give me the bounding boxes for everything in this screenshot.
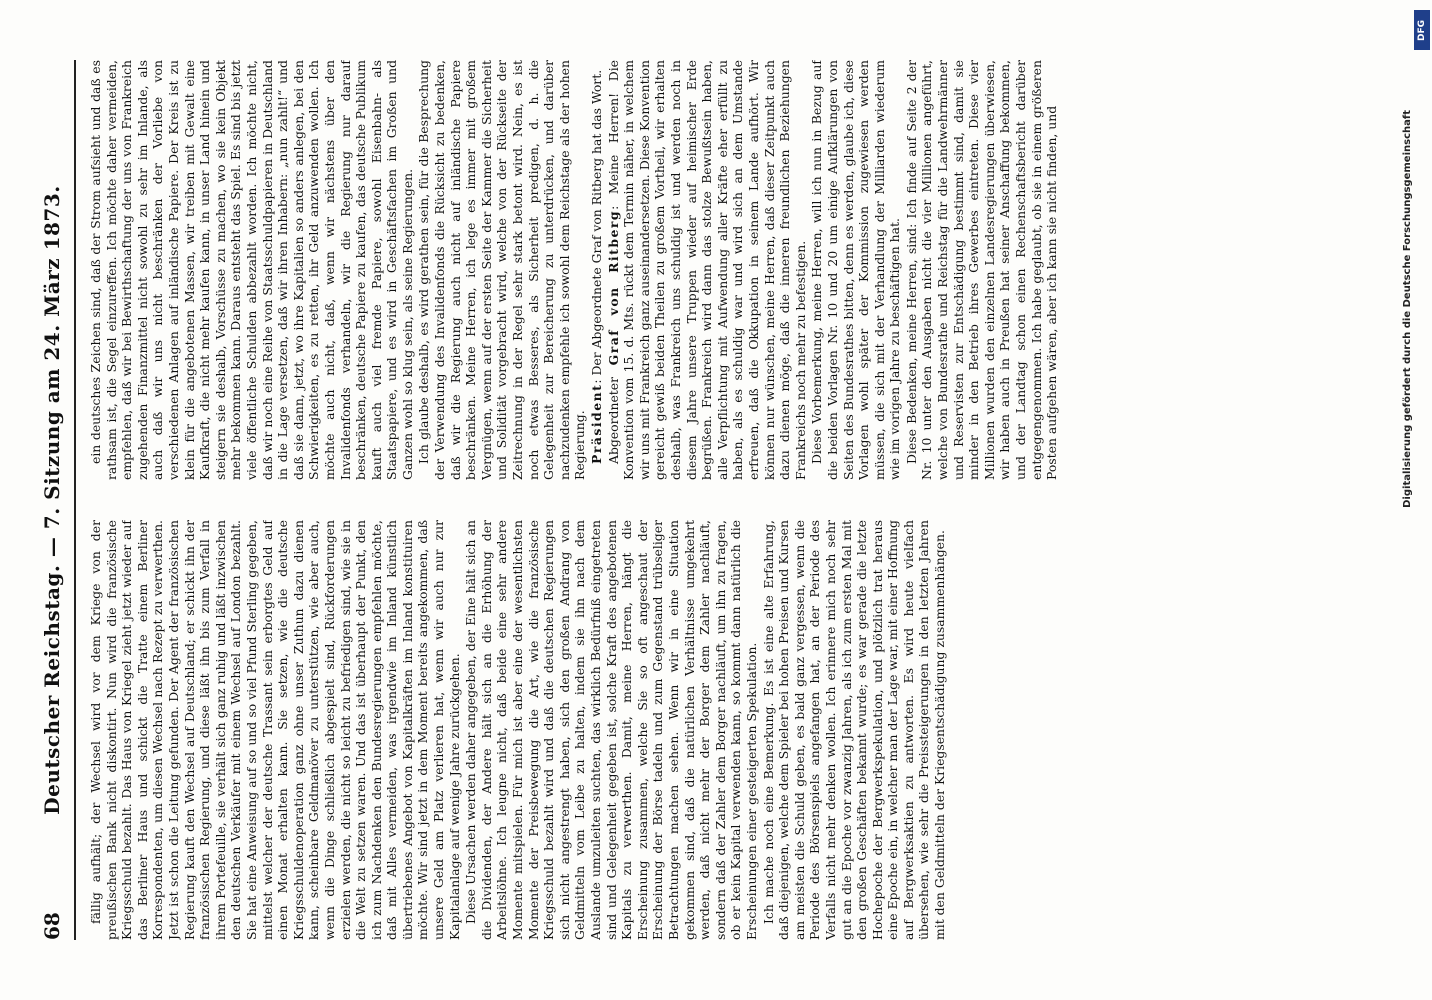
page-number: 68 [40, 912, 64, 940]
paragraph: Diese Bedenken, meine Herren, sind: Ich finde auf Seite 2 der Nr. 10 unter den Ausgaben nicht die vier Millionen angeführt, welche von Bundesrathe und Reichstag für die Landwehrmänner und Reservisten zur Entschädigung bestimmt sind, damit sie minder in den Betrieb ihres Gewerbes eintreten. Diese vier Millionen wurden den einzelnen Landesregierungen überwiesen, wir haben auch in Preußen hat seiner Anschaffung bekommen, und der Landtag schon einen Rechenschaftsbericht darüber entgegengenommen. Ich habe geglaubt, ob sie in einem größeren Posten aufgehen wären, aber ich kann sie nicht finden, und [903, 60, 1060, 480]
paragraph: Ich mache noch eine Bemerkung. Es ist eine alte Erfahrung, daß diejenigen, welche dem Spieler bei hohen Preisen und Kursen am meisten die Schuld geben, es bald ganz vergessen, wenn die Periode des Börsenspiels angefangen hat, an der Periode des Verfalls nicht mehr denken wollen. Ich erinnere mich noch sehr gut an die Epoche vor zwanzig Jahren, als ich zum ersten Mal mit den großen Geschäften bekannt wurde; es war gerade die letzte Hochepoche der Bergwerkspekulation, und plötzlich trat heraus eine Epoche ein, in welcher man der Lage war, mit einer Hoffnung auf Bergwerksaktien zu antworten. Es wird heute vielfach übersehen, wie sehr die Preissteigerungen in den letzten Jahren mit den Geldmitteln der Kriegsentschädigung zusammenhängen. [760, 520, 948, 940]
left-column [88, 520, 1338, 940]
paragraph: Diese Ursachen werden daher angegeben, der Eine hält sich an die Dividenden, der Andere hält sich an die Erhöhung der Arbeitslöhne. Ich leugne nicht, daß beide eine sehr andere Momente mitspielen. Für mich ist aber eine der wesentlichsten Momente der Preisbewegung die Art, wie die französische Kriegsschuld bezahlt wird und daß die deutschen Regierungen sich nicht angestrengt haben, sich den großen Andrang von Geldmitteln vom Leibe zu halten, indem sie ihn nach dem Auslande umzuleiten suchten, das wirklich Bedürfniß eingetreten sind und Gelegenheit gegeben ist, solche Kraft des angebotenen Kapitals zu verwerthen. Damit, meine Herren, hängt die Erscheinung zusammen, welche Sie so oft angeschaut der Erscheinung der Börse tadeln und zum Gegenstand trübseliger Betrachtungen machen sehen. Wenn wir in eine Situation gekommen sind, daß die natürlichen Verhältnisse umgekehrt werden, daß nicht mehr der Borger dem Zahler nachläuft, sondern daß der Zahler dem Borger nachläuft, um ihn zu fragen, ob er kein Kapital verwenden kann, so kommt dann natürlich die Erscheinungen einer gesteigerten Spekulation. [463, 520, 759, 940]
paragraph: Präsident: Der Abgeordnete Graf von Ritberg hat das Wort. [589, 69, 604, 464]
dfg-attribution: Digitalisierung gefördert durch die Deutsche Forschungsgemeinschaft [1402, 110, 1413, 508]
paragraph: fällig aufhält; der Wechsel wird vor dem Kriege von der preußischen Bank nicht diskontirt. Nun wird die französische Kriegsschuld bezahlt. Das Haus von Kriegel zieht jetzt wieder auf das Berliner Haus und schickt die Tratte einem Berliner Korrespondenten, um diesen Wechsel nach Rezept zu verwerthen. Jetzt ist schon die Leitung gefunden. Der Agent der französischen Regierung kauft den Wechsel auf Deutschland; er schickt ihn der französischen Regierung, und diese läßt ihn bis zum Verfall in ihrem Portefeuille, sie verhält sich ganz ruhig und läßt inzwischen den deutschen Verkäufer mit einem Wechsel auf London bezahlt. Sie hat eine Anweisung auf so und so viel Pfund Sterling gegeben, mittelst welcher der deutsche Trassant sein erborgtes Geld auf einen Monat erhalten kann. Sie setzen, wie die deutsche Kriegsschuldenoperation ganz ohne unser Zuthun dazu dienen kann, scheinbare Geldmanöver zu unterstützen, wie aber auch, wenn die Dinge schließlich abgespielt sind, Rückforderungen erzielen werden, die nicht so leicht zu befriedigen sind, wie sie in die Welt zu setzen waren. Und das ist überhaupt der Punkt, den ich zum Nachdenken den Bundesregierungen empfehlen möchte, daß mit Alles vermeiden, was irgendwie im Inland künstlich übertriebenes Angebot von Kapitalkräften im Inland konstituiren möchte. Wir sind jetzt in dem Moment bereits angekommen, daß unsere Geld am Platz verlieren hat, wenn wir auch nur zur Kapitalanlage auf wenige Jahre zurückgehen. [88, 520, 462, 940]
paragraph: Diese Vorbemerkung, meine Herren, will ich nun in Bezug auf die beiden Vorlagen Nr. 10 und 20 um einige Aufklärungen von Seiten des Bundesrathes bitten, denn es werden, glaube ich, diese Vorlagen wohl später der Kommission zugewiesen werden müssen, die sich mit der Verhandlung der Milliarden wiederum wie im vorigen Jahre zu beschäftigen hat. [809, 60, 903, 480]
dfg-logo-icon: DFG [1414, 10, 1430, 50]
paragraph: Ich glaube deshalb, es wird gerathen sein, für die Besprechung der Verwendung des Invalidenfonds die Rücksicht zu bedenken, daß wir die Regierung auch nicht auf inländische Papiere beschränken. Meine Herren, ich lege es immer mit großem Vergnügen, wenn auf der ersten Seite der Kammer die Sicherheit und Solidität vorgebracht wird, welche von der Rückseite der Zeitrechnung in der Regel sehr stark betont wird. Nein, es ist noch etwas Besseres, als Sicherheit predigen, d. h. die Gelegenheit zur Bereicherung zu unterdrücken, und darüber nachzudenken empfehle ich sowohl dem Reichstage als der hohen Regierung. [416, 60, 588, 480]
paragraph: ein deutsches Zeichen sind, daß der Strom aufsieht und daß es rathsam ist, die Segel einzureffen. Ich möchte daher vermeiden, empfehlen, daß wir bei Bewirthschaftung der uns von Frankreich zugehenden Finanzmittel nicht sowohl zu sehr im Inlande, als auch daß wir uns nicht beschränken der Vorliebe von verschiedenen Anlagen auf inländische Papiere. Der Kreis ist zu klein für die angebotenen Massen, wir treiben mit Gewalt eine Kaufkraft, die nicht mehr kaufen kann, in unser Land hinein und steigern sie deshalb, Vorschüsse zu machen, wo sie kein Objekt mehr bekommen kann. Daraus entsteht das Spiel. Es sind bis jetzt viele öffentliche Schulden abbezahlt worden. Ich möchte nicht, daß wir noch eine Reihe von Staatsschuldpapieren in Deutschland in die Lage versetzen, daß wir ihren Inhabern: „nun zahlt!“ und daß sie dann, jetzt, wo ihre Kapitalien so anders anlegen, bei den Schwierigkeiten, es zu retten, ihr Geld anzuwenden wollen. Ich möchte auch nicht, daß, wenn wir nächstens über den Invalidenfonds verhandeln, wir die Regierung nur darauf beschränken, deutsche Papiere zu kaufen, das deutsche Publikum kauft auch viel fremde Papiere, sowohl Eisenbahn- als Staatspapiere, und es wird in Geschäftsfachen im Großen und Ganzen wohl so klug sein, als seine Regierungen. [88, 60, 415, 480]
page-header [34, 60, 76, 940]
right-column [88, 60, 1338, 480]
running-head: Deutscher Reichstag. — 7. Sitzung am 24. März 1873. [40, 185, 64, 815]
paragraph: Abgeordneter Graf von Ritberg: Meine Herren! Die Konvention vom 15. d. Mts. rückt dem Termin näher, in welchem wir uns mit Frankreich ganz auseinandersetzen. Diese Konvention gereicht gewiß beiden Theilen zu großem Vortheil, wir erhalten deshalb, was Frankreich uns schuldig ist und werden noch in diesem Jahre unsere Truppen wieder auf heimischer Erde begrüßen. Frankreich wird dann das stolze Bewußtsein haben, alle Verpflichtung mit Aufwendung aller Kräfte eher erfüllt zu haben, als es schuldig war und wird sich an dem Umstande erfreuen, daß die Okkupation in seinem Lande aufhört. Wir können nur wünschen, meine Herren, daß dieser Zeitpunkt auch dazu dienen möge, daß die inneren freundlichen Beziehungen Frankreichs noch mehr zu befestigen. [605, 60, 808, 480]
